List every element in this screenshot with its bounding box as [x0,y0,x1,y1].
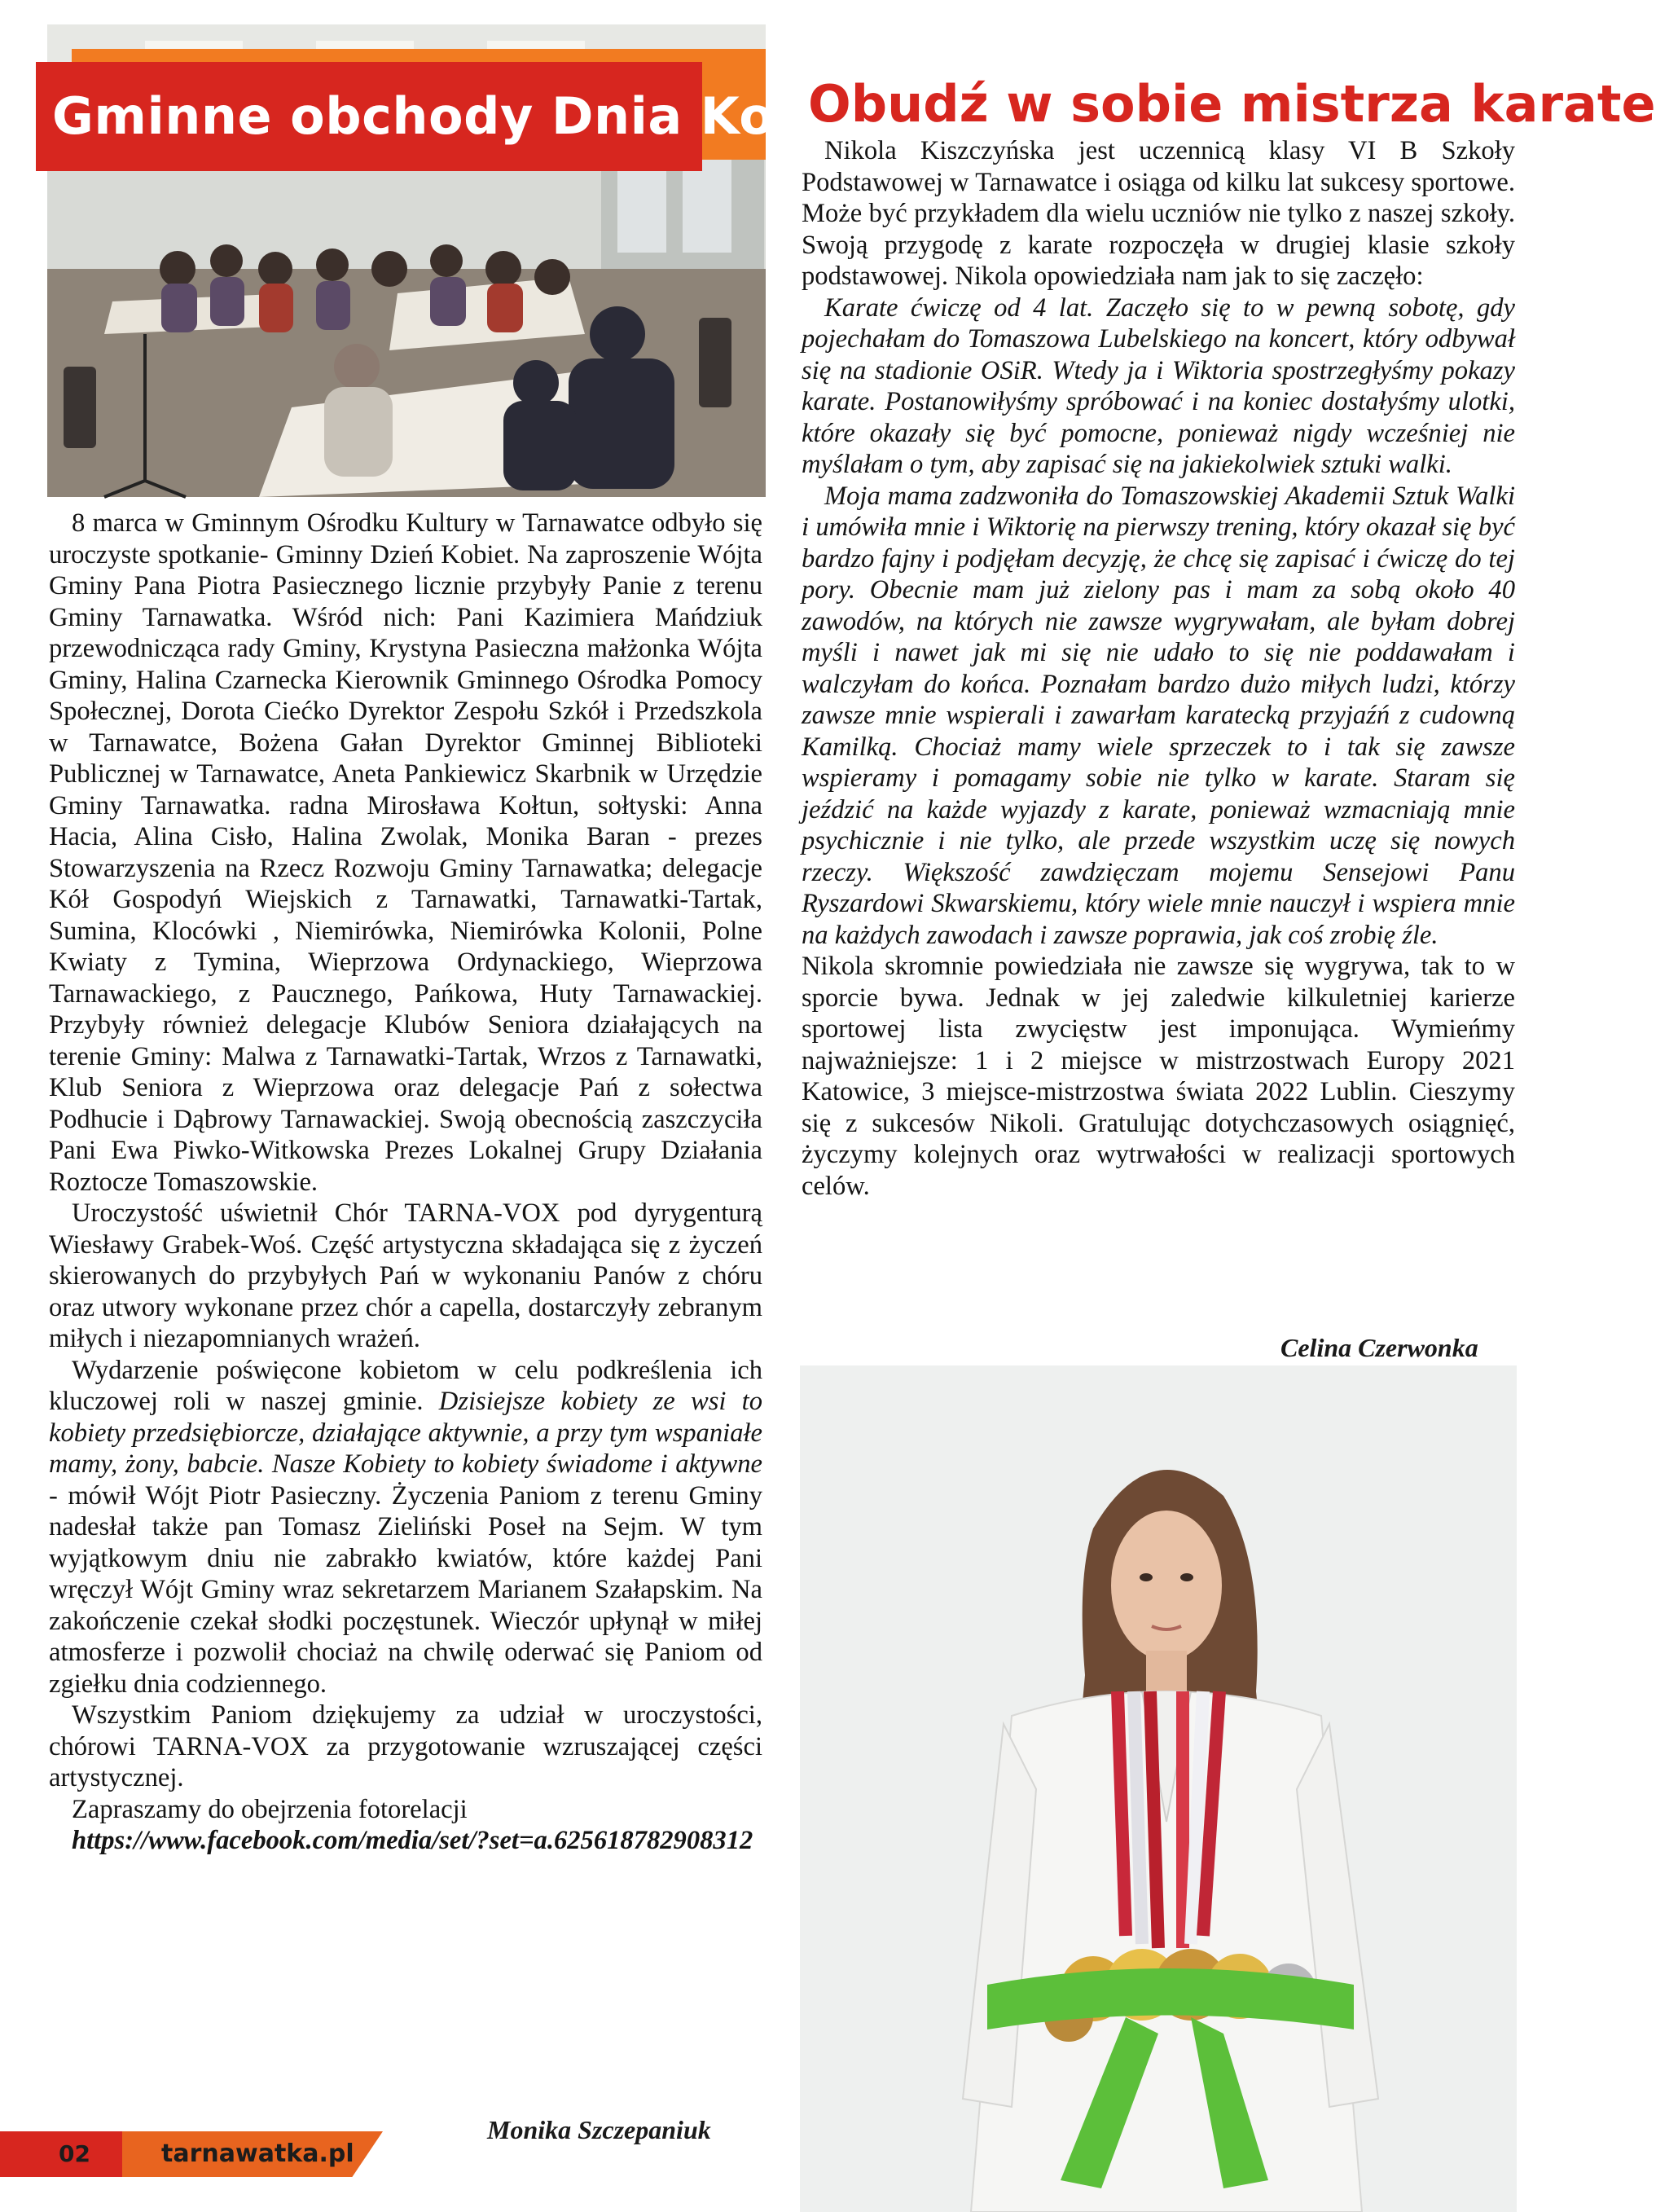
article-body-women-day [49,508,762,1857]
paragraph-tail: - mówił Wójt Piotr Pasieczny. Życzenia Paniom z terenu Gminy nadesłał także pan Tomasz Zieliński Poseł na Sejm. W tym wyjątkowym dniu nie zabrakło kwiatów, które każdej Pani wręczył Wójt Gminy wraz sekretarzem Marianem Szałapskim. Na zakończenie czekał słodki poczęstunek. Wieczór upłynął w miłej atmosferze i pozwolił chociaż na chwilę oderwać się Paniom od zgiełku dnia codziennego. [49,1480,762,1699]
site-url[interactable]: tarnawatka.pl [161,2139,354,2168]
paragraph: Wszystkim Paniom dziękujemy za udział w uroczystości, chórowi TARNA-VOX za przygotowanie wzruszającej części artystycznej. [49,1700,762,1792]
paragraph-lead: Wydarzenie poświęcone kobietom w celu podkreślenia ich kluczowej roli w naszej gminie. [49,1355,762,1416]
paragraph: Uroczystość uświetnił Chór TARNA-VOX pod dyrygenturą Wiesławy Grabek-Woś. Część artystyczna składająca się z życzeń skierowanych do przybyłych Pań w wykonaniu Panów z chóru oraz utwory wykonane przez chór a capella, dostarczyły zebranym miłych i niezapomnianych wrażeń. [49,1198,762,1353]
karate-girl-photo [800,1365,1517,2212]
paragraph: 8 marca w Gminnym Ośrodku Kultury w Tarnawatce odbyło się uroczyste spotkanie- Gminny Dzień Kobiet. Na zaproszenie Wójta Gminy Pana Piotra Pasiecznego licznie przybyły Panie z terenu Gminy Tarnawatka. Wśród nich: Pani Kazimiera Mańdziuk przewodnicząca rady Gminy, Krystyna Pasieczna małżonka Wójta Gminy, Halina Czarnecka Kierownik Gminnego Ośrodka Pomocy Społecznej, Dorota Ciećko Dyrektor Zespołu Szkół i Przedszkola w Tarnawatce, Bożena Gałan Dyrektor Gminnej Biblioteki Publicznej w Tarnawatce, Aneta Pankiewicz Skarbnik w Urzędzie Gminy Tarnawatka. radna Mirosława Kołtun, sołtyski: Anna Hacia, Alina Cisło, Halina Zwolak, Monika Baran - prezes Stowarzyszenia na Rzecz Rozwoju Gminy Tarnawatka; delegacje Kół Gospodyń Wiejskich z Tarnawatki, Tarnawatki-Tartak, Sumina, Klocówki , Niemirówka, Niemirówka Kolonii, Polne Kwiaty z Tymina, Wieprzowa Ordynackiego, Wieprzowa Tarnawackiego, z Paucznego, Pańkowa, Huty Tarnawackiej. Przybyły również delegacje Klubów Seniora działających na terenie Gminy: Malwa z Tarnawatki-Tartak, Wrzos z Tarnawatki, Klub Seniora z Wieprzowa oraz delegacje Pań z sołectwa Podhucie i Dąbrowy Tarnawackiej. Swoją obecnością zaszczyciła Pani Ewa Piwko-Witkowska Prezes Lokalnej Grupy Działania Roztocze Tomaszowskie. [49,508,762,1197]
paragraph: Nikola skromnie powiedziała nie zawsze się wygrywa, tak to w sporcie bywa. Jednak w jej zaledwie kilkuletniej karierze sportowej lista zwycięstw jest imponująca. Wymieńmy najważniejsze: 1 i 2 miejsce w mistrzostwach Europy 2021 Katowice, 3 miejsce-mistrzostwa świata 2022 Lublin. Cieszymy się z sukcesów Nikoli. Gratulując dotychczasowych osiągnięć, życzymy kolejnych oraz wytrwałości w realizacji sportowych celów. [802,952,1515,1201]
article-title-karate: Obudź w sobie mistrza karate [808,74,1656,134]
article-body-karate [802,135,1515,1202]
paragraph: Zapraszamy do obejrzenia fotorelacji [72,1794,468,1824]
quote-paragraph: Moja mama zadzwoniła do Tomaszowskiej Akademii Sztuk Walki i umówiła mnie i Wiktorię na pierwszy trening, który okazał się być bardzo fajny i podjęłam decyzję, że chcę się zapisać i ćwiczę do tej pory. Obecnie mam już zielony pas i mam za sobą około 40 zawodów, na których nie zawsze wygrywałam, ale byłam dobrej myśli i nawet jak mi się nie udało to się nie poddawałam i walczyłam do końca. Poznałam bardzo dużo miłych ludzi, którzy zawsze mnie wspierali i zawarłam karatecką przyjaźń z cudowną Kamilką. Chociaż mamy wiele sprzeczek to i tak się zawsze wspieramy i pomagamy sobie nie tylko w karate. Staram się jeździć na każde wyjazdy z karate, ponieważ wzmacniają mnie psychicznie i nie tylko, ale przede wszystkim uczę się nowych rzeczy. Większość zawdzięczam mojemu Sensejowi Panu Ryszardowi Skwarskiemu, który wiele mnie nauczył i wspiera mnie na każdych zawodach i zawsze poprawia, jak coś zrobię źle. [802,481,1515,950]
article-title-women-day: Gminne obchody Dnia Kobiet [52,86,888,146]
page-number: 02 [59,2140,90,2167]
paragraph: Nikola Kiszczyńska jest uczennicą klasy VI B Szkoły Podstawowej w Tarnawatce i osiąga od kilku lat sukcesy sportowe. Może być przykładem dla wielu uczniów nie tylko z naszej szkoły. Swoją przygodę z karate rozpoczęła w drugiej klasie szkoły podstawowej. Nikola opowiedziała nam jak to się zaczęło: [802,136,1515,291]
author-signature-left: Monika Szczepaniuk [487,2115,711,2144]
paragraph [49,1355,762,1700]
facebook-gallery-link[interactable]: https://www.facebook.com/media/set/?set=a.625618782908312 [72,1826,753,1855]
author-signature-right: Celina Czerwonka [1280,1333,1478,1362]
mayor-quote: Dzisiejsze kobiety ze wsi to kobiety przedsiębiorcze, działające aktywnie, a przy tym wspaniałe mamy, żony, babcie. Nasze Kobiety to kobiety świadome i aktywne [49,1387,762,1479]
quote-paragraph: Karate ćwiczę od 4 lat. Zaczęło się to w pewną sobotę, gdy pojechałam do Tomaszowa Lubelskiego na koncert, który odbywał się na stadionie OSiR. Wtedy ja i Wiktoria spostrzegłyśmy pokazy karate. Postanowiłyśmy spróbować i na koniec dostałyśmy ulotki, które okazały się być pomocne, ponieważ nigdy wcześniej nie myślałam o tym, aby zapisać się na jakiekolwiek sztuki walki. [802,292,1515,479]
